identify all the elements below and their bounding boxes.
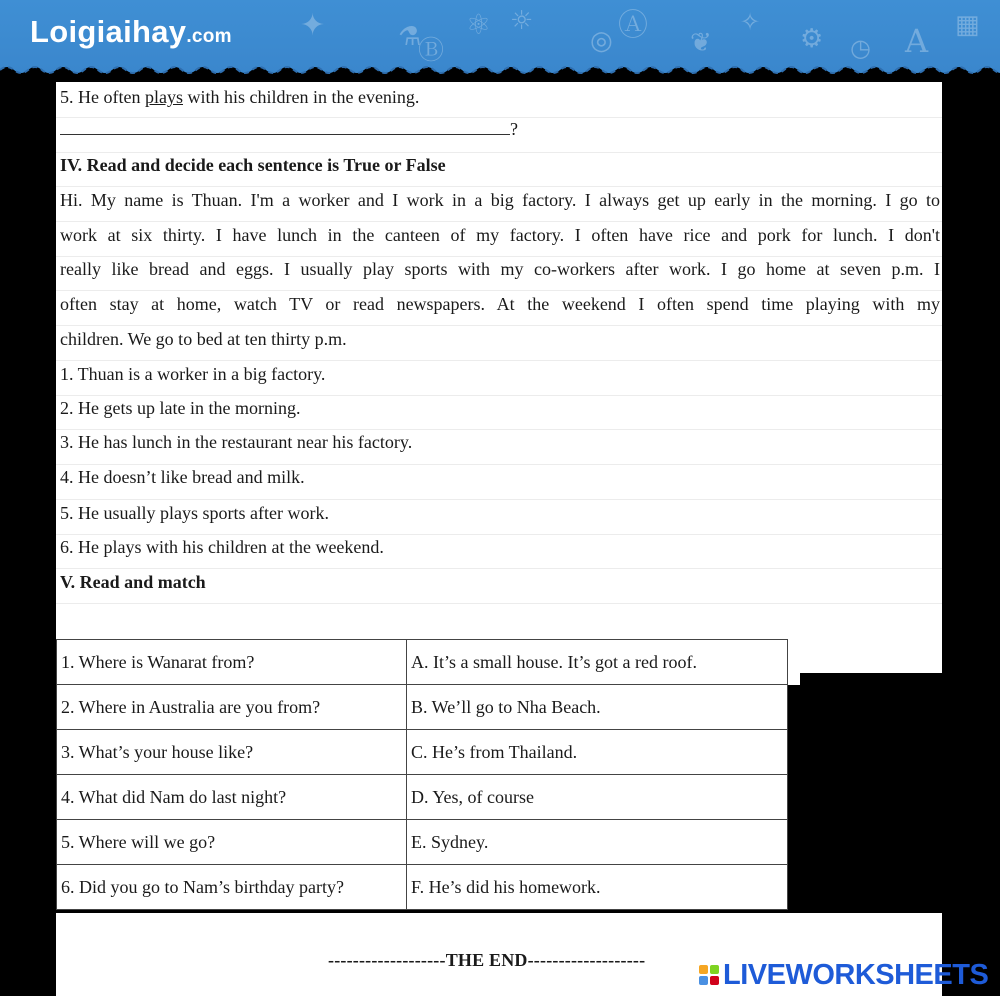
letter-b-doodle-icon: Ⓑ	[418, 36, 445, 66]
divider	[56, 534, 942, 535]
statement-3: 3. He has lunch in the restaurant near his factory.	[60, 432, 413, 452]
passage-line: Hi. My name is Thuan. I'm a worker and I work in a big factory. I always get up early in the morning. I go to	[60, 190, 940, 210]
divider	[56, 360, 942, 361]
watermark-text: LIVEWORKSHEETS	[723, 958, 989, 991]
gear-doodle-icon: ⚙	[800, 24, 824, 54]
table-row	[57, 640, 788, 685]
divider	[56, 395, 942, 396]
table-row	[57, 775, 788, 820]
planet-doodle-icon: ◎	[590, 26, 613, 56]
liveworksheets-watermark[interactable]	[699, 958, 988, 992]
divider	[56, 221, 942, 222]
question-cell[interactable]: 6. Did you go to Nam’s birthday party?	[57, 865, 407, 910]
prev-item-5: 5. He often plays with his children in the evening.	[60, 87, 420, 107]
apple-doodle-icon: ❦	[690, 28, 712, 58]
answer-cell[interactable]: C. He’s from Thailand.	[407, 730, 788, 775]
table-row	[57, 820, 788, 865]
table-side-strip	[786, 639, 800, 685]
passage-line: really like bread and eggs. I usually play sports with my co-workers after work. I go home at seven p.m. I	[60, 259, 940, 279]
clock-doodle-icon: ◷	[850, 34, 871, 62]
divider	[56, 499, 942, 500]
banner-wave-edge	[0, 62, 1000, 78]
divider	[56, 464, 942, 465]
table-row	[57, 685, 788, 730]
bulb-doodle-icon: ☼	[510, 6, 534, 36]
divider	[56, 152, 942, 153]
passage-line: often stay at home, watch TV or read newspapers. At the weekend I often spend time playing with my	[60, 294, 940, 314]
statement-5: 5. He usually plays sports after work.	[60, 503, 329, 523]
divider	[56, 290, 942, 291]
atom-doodle-icon: ⚛	[466, 8, 492, 41]
question-cell[interactable]: 3. What’s your house like?	[57, 730, 407, 775]
answer-cell[interactable]: B. We’ll go to Nha Beach.	[407, 685, 788, 730]
divider	[56, 603, 942, 604]
site-logo[interactable]: Loigiaihay.com	[30, 14, 232, 49]
rocket-doodle-icon: ✦	[300, 8, 326, 43]
statement-6: 6. He plays with his children at the weekend.	[60, 537, 384, 557]
answer-cell[interactable]: E. Sydney.	[407, 820, 788, 865]
answer-cell[interactable]: A. It’s a small house. It’s got a red roof.	[407, 640, 788, 685]
the-end-marker: -------------------THE END-------------------	[328, 950, 646, 970]
question-cell[interactable]: 4. What did Nam do last night?	[57, 775, 407, 820]
answer-blank[interactable]	[60, 120, 510, 135]
liveworksheets-logo-icon	[699, 965, 719, 985]
site-header-banner	[0, 0, 1000, 78]
star-doodle-icon: ✧	[740, 8, 761, 36]
letter-a-doodle-icon: A	[905, 22, 929, 60]
question-cell[interactable]: 1. Where is Wanarat from?	[57, 640, 407, 685]
underlined-word: plays	[144, 87, 183, 107]
statement-1: 1. Thuan is a worker in a big factory.	[60, 364, 326, 384]
match-table	[56, 639, 788, 910]
table-row	[57, 730, 788, 775]
flask-doodle-icon: ⚗	[398, 22, 422, 52]
section-5-heading: V. Read and match	[60, 572, 206, 592]
section-4-heading: IV. Read and decide each sentence is True or False	[60, 155, 446, 175]
blocks-doodle-icon: ▦	[955, 10, 980, 40]
statement-2: 2. He gets up late in the morning.	[60, 398, 301, 418]
answer-row: ?	[60, 118, 940, 140]
passage-line: children. We go to bed at ten thirty p.m.	[60, 329, 347, 349]
statement-4: 4. He doesn’t like bread and milk.	[60, 467, 305, 487]
answer-cell[interactable]: D. Yes, of course	[407, 775, 788, 820]
letter-a-doodle-icon: Ⓐ	[618, 8, 648, 43]
divider	[56, 429, 942, 430]
divider	[56, 325, 942, 326]
divider	[56, 568, 942, 569]
question-cell[interactable]: 5. Where will we go?	[57, 820, 407, 865]
divider	[56, 186, 942, 187]
table-row	[57, 865, 788, 910]
passage-line: work at six thirty. I have lunch in the canteen of my factory. I often have rice and pork for lunch. I don't	[60, 225, 940, 245]
divider	[56, 256, 942, 257]
answer-cell[interactable]: F. He’s did his homework.	[407, 865, 788, 910]
question-cell[interactable]: 2. Where in Australia are you from?	[57, 685, 407, 730]
